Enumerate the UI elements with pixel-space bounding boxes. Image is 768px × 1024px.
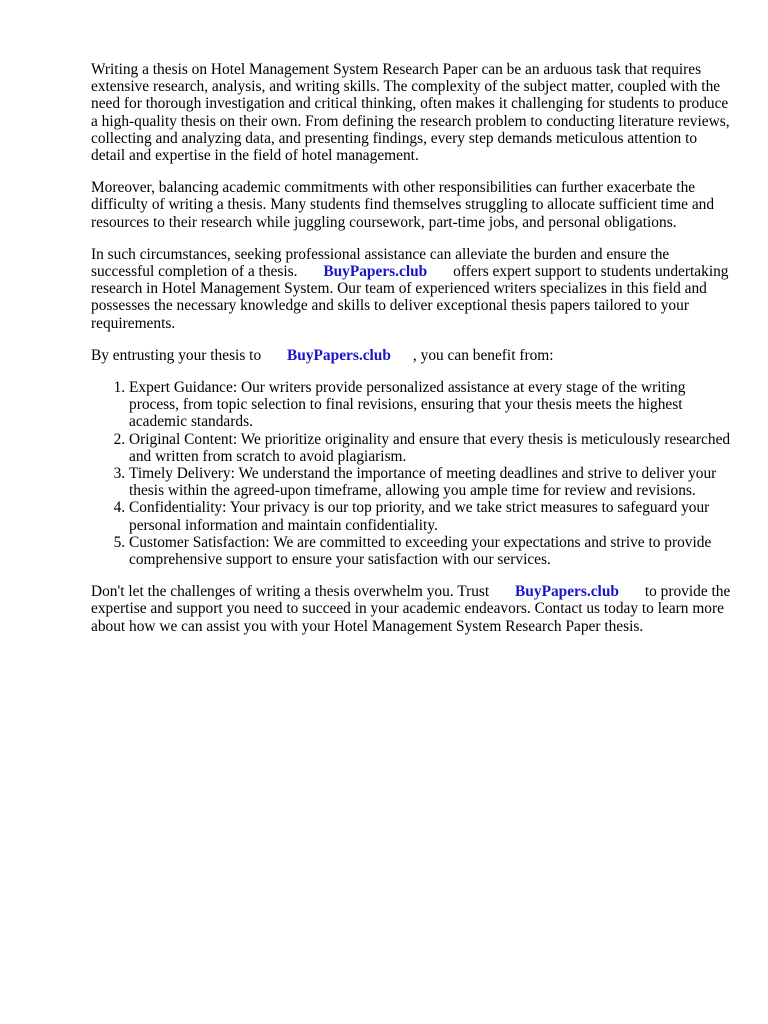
- benefits-intro-paragraph: [91, 347, 731, 364]
- buypapers-link[interactable]: BuyPapers.club: [323, 263, 428, 281]
- benefits-list: [91, 379, 731, 568]
- document-page: [91, 61, 731, 650]
- benefit-item-expert-guidance: 1. Expert Guidance: Our writers provide personalized assistance at every stage of the writing process, from topic selection to final revisions, ensuring that your thesis meets the highest academic standards.: [129, 379, 731, 431]
- benefits-intro-after: , you can benefit from:: [412, 346, 554, 364]
- challenges-paragraph: Moreover, balancing academic commitments with other responsibilities can further exacerbate the difficulty of writing a thesis. Many students find themselves struggling to allocate sufficient time and resources to their research while juggling coursework, part-time jobs, and personal obligations.: [91, 179, 715, 231]
- assistance-paragraph: [91, 246, 731, 332]
- assistance-text-before: In such circumstances, seeking professional assistance can alleviate the burden and ensure the successful completion of a thesis.: [91, 245, 670, 281]
- intro-paragraph: Writing a thesis on Hotel Management System Research Paper can be an arduous task that requires extensive research, analysis, and writing skills. The complexity of the subject matter, coupled with the need for thorough investigation and critical thinking, often makes it challenging for students to produce a high-quality thesis on their own. From defining the research problem to conducting literature reviews, collecting and analyzing data, and presenting findings, every step demands meticulous attention to detail and expertise in the field of hotel management.: [91, 61, 730, 165]
- benefit-item-original-content: 2. Original Content: We prioritize originality and ensure that every thesis is meticulously researched and written from scratch to avoid plagiarism.: [129, 431, 731, 465]
- benefit-item-timely-delivery: 3. Timely Delivery: We understand the importance of meeting deadlines and strive to deliver your thesis within the agreed-upon timeframe, allowing you ample time for review and revisions.: [129, 465, 731, 499]
- closing-paragraph: [91, 583, 731, 635]
- benefits-intro-before: By entrusting your thesis to: [91, 346, 262, 364]
- benefit-item-customer-satisfaction: 5. Customer Satisfaction: We are committed to exceeding your expectations and strive to provide comprehensive support to ensure your satisfaction with our services.: [129, 534, 731, 568]
- buypapers-link[interactable]: BuyPapers.club: [515, 583, 619, 601]
- benefit-item-confidentiality: 4. Confidentiality: Your privacy is our top priority, and we take strict measures to safeguard your personal information and maintain confidentiality.: [129, 499, 731, 533]
- closing-text-before: Don't let the challenges of writing a thesis overwhelm you. Trust: [91, 583, 490, 601]
- buypapers-link[interactable]: BuyPapers.club: [287, 346, 391, 364]
- closing-text-after: to provide the expertise and support you need to succeed in your academic endeavors. Contact us today to learn more about how we can assist you with your Hotel Management System Research Paper thesis.: [91, 583, 731, 635]
- assistance-text-after: offers expert support to students undertaking research in Hotel Management System. Our team of experienced writers specializes in this field and possesses the necessary knowledge and skills to deliver exceptional thesis papers tailored to your requirements.: [91, 263, 729, 332]
